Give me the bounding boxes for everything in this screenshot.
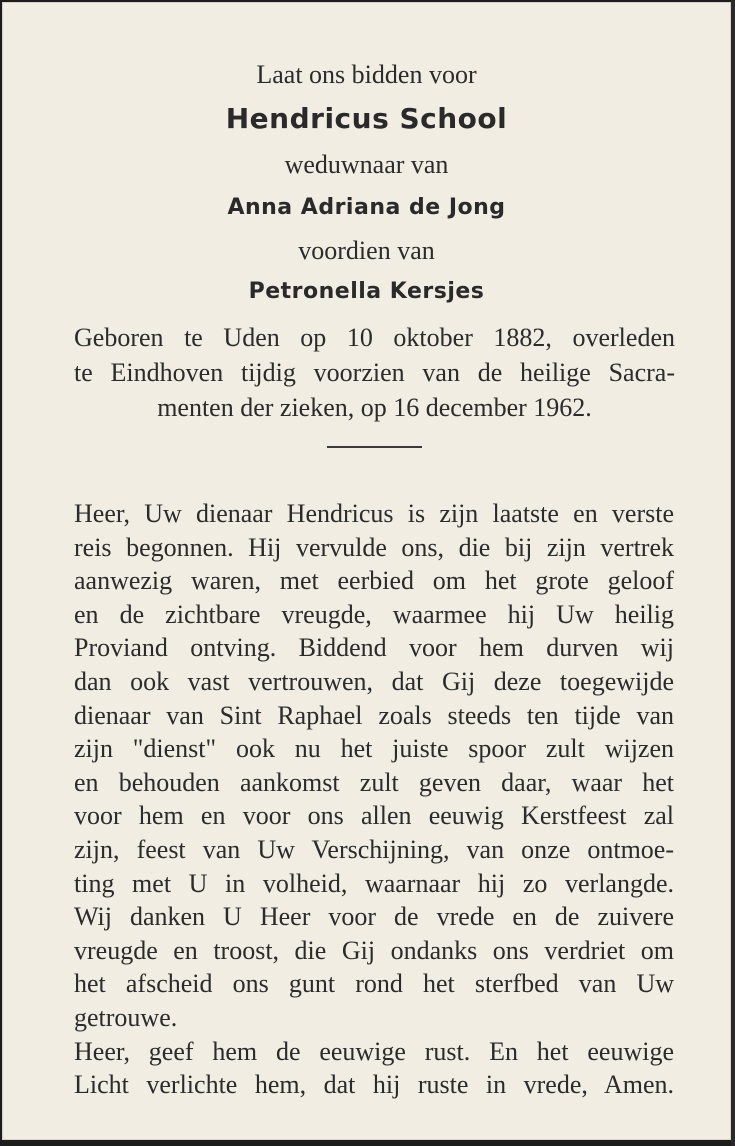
- relation-previously: voordien van: [298, 236, 435, 265]
- prayer-line: en de zichtbare vreugde, waarmee hij Uw heilig: [74, 599, 674, 629]
- prayer-line: vreugde en troost, die Gij ondanks ons verdriet om: [74, 935, 674, 965]
- prayer-line: het afscheid ons gunt rond het sterfbed van Uw: [74, 969, 674, 999]
- prayer-line: aanwezig waren, met eerbied om het grote geloof: [74, 566, 674, 596]
- birth-line: menten der zieken, op 16 december 1962.: [157, 393, 592, 422]
- birth-line: te Eindhoven tijdig voorzien van de heilige Sacra-: [74, 358, 675, 387]
- intro-text: Laat ons bidden voor: [256, 60, 477, 89]
- memorial-card: [2, 2, 731, 1140]
- relation-widower: weduwnaar van: [284, 150, 449, 179]
- prayer-line: Licht verlichte hem, dat hij ruste in vrede, Amen.: [74, 1070, 674, 1100]
- prayer-paragraph: [74, 497, 674, 1102]
- prayer-line: zijn "dienst" ook nu het juiste spoor zult wijzen: [74, 734, 674, 764]
- prayer-line: Heer, Uw dienaar Hendricus is zijn laatste en verste: [74, 499, 674, 528]
- prayer-line: dienaar van Sint Raphael zoals steeds ten tijde van: [74, 700, 674, 730]
- deceased-name: Hendricus School: [225, 102, 508, 135]
- spouse-name-second: Petronella Kersjes: [248, 279, 485, 304]
- prayer-line: ting met U in volheid, waarnaar hij zo verlangde.: [74, 868, 674, 898]
- birth-line: Geboren te Uden op 10 oktober 1882, overleden: [74, 323, 675, 352]
- prayer-line: Proviand ontving. Biddend voor hem durven wij: [74, 633, 674, 663]
- card-header: [2, 60, 731, 306]
- prayer-line: en behouden aankomst zult geven daar, waar het: [74, 767, 674, 797]
- birth-death-paragraph: [74, 320, 675, 425]
- prayer-line: getrouwe.: [74, 1002, 178, 1032]
- prayer-line: zijn, feest van Uw Verschijning, van onze ontmoe-: [74, 834, 674, 864]
- background-edge: [731, 0, 735, 1146]
- prayer-line: Wij danken U Heer voor de vrede en de zuivere: [74, 902, 674, 932]
- spouse-name-first: Anna Adriana de Jong: [227, 195, 506, 220]
- divider-rule: [327, 446, 422, 448]
- prayer-line: Heer, geef hem de eeuwige rust. En het eeuwige: [74, 1036, 674, 1066]
- prayer-line: reis begonnen. Hij vervulde ons, die bij zijn vertrek: [74, 532, 674, 562]
- prayer-line: voor hem en voor ons allen eeuwig Kerstfeest zal: [74, 801, 674, 831]
- prayer-line: dan ook vast vertrouwen, dat Gij deze toegewijde: [74, 666, 674, 696]
